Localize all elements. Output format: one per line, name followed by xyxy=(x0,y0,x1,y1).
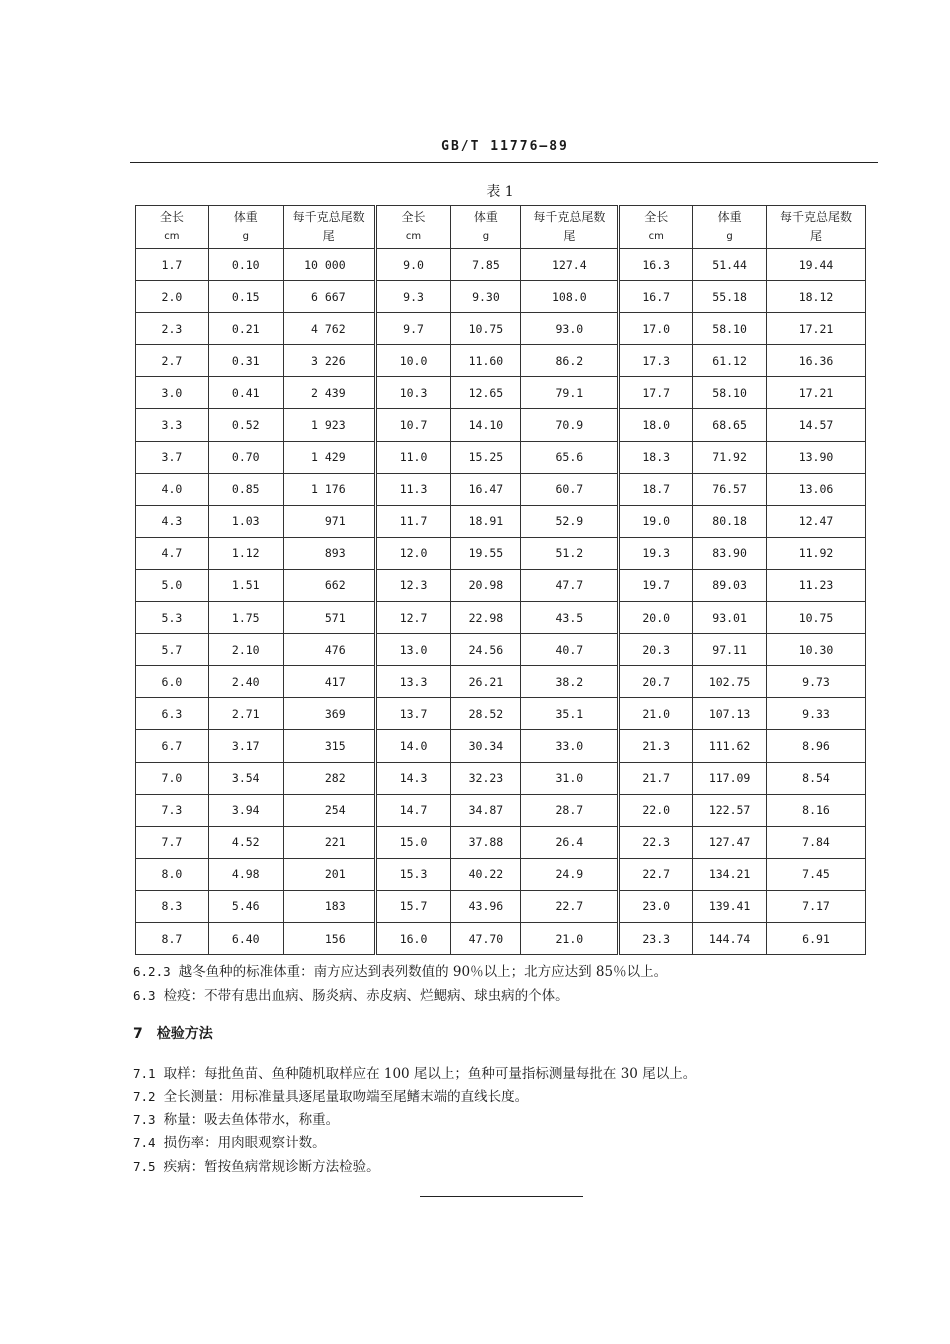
cell-count-3: 19.44 xyxy=(767,249,866,281)
table-row xyxy=(136,345,866,377)
cell-weight-1: 0.52 xyxy=(208,409,283,441)
table-row xyxy=(136,441,866,473)
table-row xyxy=(136,762,866,794)
cell-weight-2: 37.88 xyxy=(451,826,521,858)
cell-weight-2: 47.70 xyxy=(451,922,521,954)
cell-weight-3: 83.90 xyxy=(693,537,767,569)
cell-count-1: 971 xyxy=(283,505,375,537)
cell-length-3: 16.7 xyxy=(619,281,693,313)
cell-weight-1: 0.21 xyxy=(208,313,283,345)
cell-count-3: 8.54 xyxy=(767,762,866,794)
cell-count-1: 1 429 xyxy=(283,441,375,473)
cell-count-3: 16.36 xyxy=(767,345,866,377)
cell-length-3: 20.0 xyxy=(619,602,693,634)
cell-count-2: 33.0 xyxy=(521,730,619,762)
cell-weight-3: 80.18 xyxy=(693,505,767,537)
cell-length-1: 3.0 xyxy=(136,377,209,409)
cell-length-1: 1.7 xyxy=(136,249,209,281)
cell-length-2: 11.7 xyxy=(375,505,451,537)
cell-length-2: 10.3 xyxy=(375,377,451,409)
cell-length-3: 18.3 xyxy=(619,441,693,473)
cell-length-3: 22.7 xyxy=(619,858,693,890)
cell-length-2: 11.3 xyxy=(375,473,451,505)
cell-length-3: 23.0 xyxy=(619,890,693,922)
cell-length-1: 2.3 xyxy=(136,313,209,345)
cell-length-3: 17.7 xyxy=(619,377,693,409)
table-row xyxy=(136,409,866,441)
cell-weight-1: 3.94 xyxy=(208,794,283,826)
cell-length-1: 7.0 xyxy=(136,762,209,794)
cell-length-2: 10.7 xyxy=(375,409,451,441)
cell-count-3: 11.23 xyxy=(767,569,866,601)
cell-weight-3: 58.10 xyxy=(693,377,767,409)
cell-weight-3: 51.44 xyxy=(693,249,767,281)
cell-length-2: 15.0 xyxy=(375,826,451,858)
cell-weight-3: 107.13 xyxy=(693,698,767,730)
cell-weight-1: 0.31 xyxy=(208,345,283,377)
cell-weight-2: 34.87 xyxy=(451,794,521,826)
cell-weight-2: 9.30 xyxy=(451,281,521,313)
cell-count-1: 662 xyxy=(283,569,375,601)
cell-length-3: 17.0 xyxy=(619,313,693,345)
item-7-2: 7.2 全长测量：用标准量具逐尾量取吻端至尾鳍末端的直线长度。 xyxy=(133,1089,529,1105)
cell-weight-3: 76.57 xyxy=(693,473,767,505)
cell-weight-2: 22.98 xyxy=(451,602,521,634)
cell-length-3: 22.0 xyxy=(619,794,693,826)
cell-length-1: 2.0 xyxy=(136,281,209,313)
section-7-title: 7 检验方法 xyxy=(133,1026,213,1042)
cell-count-3: 13.06 xyxy=(767,473,866,505)
table-row xyxy=(136,698,866,730)
cell-weight-3: 55.18 xyxy=(693,281,767,313)
cell-count-2: 35.1 xyxy=(521,698,619,730)
cell-count-2: 51.2 xyxy=(521,537,619,569)
cell-count-2: 22.7 xyxy=(521,890,619,922)
cell-length-2: 12.3 xyxy=(375,569,451,601)
cell-length-2: 10.0 xyxy=(375,345,451,377)
table-body xyxy=(136,249,866,955)
cell-count-3: 18.12 xyxy=(767,281,866,313)
cell-weight-1: 2.40 xyxy=(208,666,283,698)
cell-length-1: 3.7 xyxy=(136,441,209,473)
cell-count-1: 10 000 xyxy=(283,249,375,281)
cell-count-1: 1 923 xyxy=(283,409,375,441)
cell-count-2: 79.1 xyxy=(521,377,619,409)
cell-length-1: 2.7 xyxy=(136,345,209,377)
cell-weight-1: 0.10 xyxy=(208,249,283,281)
cell-length-1: 6.0 xyxy=(136,666,209,698)
cell-count-2: 108.0 xyxy=(521,281,619,313)
cell-length-2: 16.0 xyxy=(375,922,451,954)
cell-count-1: 183 xyxy=(283,890,375,922)
cell-length-2: 14.7 xyxy=(375,794,451,826)
table-row xyxy=(136,569,866,601)
item-7-1: 7.1 取样：每批鱼苗、鱼种随机取样应在 100 尾以上；鱼种可量指标测量每批在 30 尾以上。 xyxy=(133,1066,697,1082)
cell-weight-2: 28.52 xyxy=(451,698,521,730)
table-row xyxy=(136,473,866,505)
table-row xyxy=(136,666,866,698)
cell-weight-2: 19.55 xyxy=(451,537,521,569)
cell-length-1: 7.7 xyxy=(136,826,209,858)
cell-length-2: 9.3 xyxy=(375,281,451,313)
table-row xyxy=(136,794,866,826)
cell-weight-1: 6.40 xyxy=(208,922,283,954)
table-row xyxy=(136,858,866,890)
paragraph-6-2-3: 6.2.3 越冬鱼种的标准体重：南方应达到表列数值的 90％以上；北方应达到 85％以上。 xyxy=(133,964,668,980)
cell-length-3: 16.3 xyxy=(619,249,693,281)
cell-weight-2: 11.60 xyxy=(451,345,521,377)
item-7-3: 7.3 称量：吸去鱼体带水，称重。 xyxy=(133,1112,340,1128)
cell-length-1: 4.3 xyxy=(136,505,209,537)
cell-count-1: 315 xyxy=(283,730,375,762)
cell-count-1: 2 439 xyxy=(283,377,375,409)
cell-weight-3: 117.09 xyxy=(693,762,767,794)
cell-count-2: 70.9 xyxy=(521,409,619,441)
cell-count-3: 7.17 xyxy=(767,890,866,922)
cell-count-1: 254 xyxy=(283,794,375,826)
table-row xyxy=(136,537,866,569)
header-weight-2: 体重 g xyxy=(451,206,521,249)
cell-length-1: 7.3 xyxy=(136,794,209,826)
cell-count-2: 21.0 xyxy=(521,922,619,954)
cell-weight-3: 58.10 xyxy=(693,313,767,345)
cell-count-2: 60.7 xyxy=(521,473,619,505)
cell-weight-3: 139.41 xyxy=(693,890,767,922)
cell-weight-2: 26.21 xyxy=(451,666,521,698)
cell-length-3: 21.0 xyxy=(619,698,693,730)
cell-count-2: 40.7 xyxy=(521,634,619,666)
cell-weight-2: 16.47 xyxy=(451,473,521,505)
cell-count-2: 43.5 xyxy=(521,602,619,634)
cell-weight-2: 30.34 xyxy=(451,730,521,762)
item-7-5: 7.5 疾病：暂按鱼病常规诊断方法检验。 xyxy=(133,1159,380,1175)
cell-count-2: 31.0 xyxy=(521,762,619,794)
item-7-4: 7.4 损伤率：用肉眼观察计数。 xyxy=(133,1135,326,1151)
cell-length-1: 5.7 xyxy=(136,634,209,666)
cell-length-3: 20.3 xyxy=(619,634,693,666)
cell-length-2: 14.0 xyxy=(375,730,451,762)
cell-length-3: 18.7 xyxy=(619,473,693,505)
cell-count-1: 476 xyxy=(283,634,375,666)
cell-count-3: 10.30 xyxy=(767,634,866,666)
cell-count-1: 282 xyxy=(283,762,375,794)
cell-weight-1: 3.54 xyxy=(208,762,283,794)
cell-count-3: 12.47 xyxy=(767,505,866,537)
cell-count-3: 13.90 xyxy=(767,441,866,473)
cell-count-2: 65.6 xyxy=(521,441,619,473)
cell-length-1: 6.3 xyxy=(136,698,209,730)
cell-count-1: 156 xyxy=(283,922,375,954)
cell-length-1: 8.0 xyxy=(136,858,209,890)
cell-count-2: 26.4 xyxy=(521,826,619,858)
cell-count-1: 369 xyxy=(283,698,375,730)
cell-count-1: 571 xyxy=(283,602,375,634)
header-length-2: 全长 cm xyxy=(375,206,451,249)
cell-count-3: 8.96 xyxy=(767,730,866,762)
table-header-row xyxy=(136,206,866,249)
cell-weight-3: 111.62 xyxy=(693,730,767,762)
cell-count-2: 38.2 xyxy=(521,666,619,698)
cell-length-1: 4.7 xyxy=(136,537,209,569)
cell-length-2: 13.7 xyxy=(375,698,451,730)
cell-length-2: 12.0 xyxy=(375,537,451,569)
cell-length-2: 13.0 xyxy=(375,634,451,666)
table-row xyxy=(136,826,866,858)
table-row xyxy=(136,634,866,666)
cell-count-1: 3 226 xyxy=(283,345,375,377)
cell-weight-2: 14.10 xyxy=(451,409,521,441)
cell-count-1: 4 762 xyxy=(283,313,375,345)
table-row xyxy=(136,602,866,634)
cell-length-2: 12.7 xyxy=(375,602,451,634)
cell-count-2: 93.0 xyxy=(521,313,619,345)
header-weight-1: 体重 g xyxy=(208,206,283,249)
cell-length-2: 11.0 xyxy=(375,441,451,473)
table-row xyxy=(136,505,866,537)
cell-weight-3: 89.03 xyxy=(693,569,767,601)
cell-weight-1: 1.03 xyxy=(208,505,283,537)
cell-length-3: 17.3 xyxy=(619,345,693,377)
cell-count-3: 10.75 xyxy=(767,602,866,634)
cell-weight-3: 122.57 xyxy=(693,794,767,826)
cell-count-1: 221 xyxy=(283,826,375,858)
cell-count-3: 9.73 xyxy=(767,666,866,698)
paragraph-6-3: 6.3 检疫：不带有患出血病、肠炎病、赤皮病、烂鳃病、球虫病的个体。 xyxy=(133,988,569,1004)
cell-length-2: 13.3 xyxy=(375,666,451,698)
cell-length-3: 20.7 xyxy=(619,666,693,698)
cell-weight-3: 68.65 xyxy=(693,409,767,441)
cell-weight-1: 0.70 xyxy=(208,441,283,473)
cell-length-3: 23.3 xyxy=(619,922,693,954)
header-count-1: 每千克总尾数 尾 xyxy=(283,206,375,249)
cell-length-3: 18.0 xyxy=(619,409,693,441)
cell-count-3: 9.33 xyxy=(767,698,866,730)
cell-weight-2: 24.56 xyxy=(451,634,521,666)
cell-count-3: 7.45 xyxy=(767,858,866,890)
cell-length-3: 22.3 xyxy=(619,826,693,858)
cell-weight-3: 93.01 xyxy=(693,602,767,634)
header-length-3: 全长 cm xyxy=(619,206,693,249)
cell-length-1: 4.0 xyxy=(136,473,209,505)
cell-weight-1: 0.41 xyxy=(208,377,283,409)
end-divider xyxy=(420,1196,583,1197)
cell-count-3: 7.84 xyxy=(767,826,866,858)
table-row xyxy=(136,377,866,409)
cell-count-2: 52.9 xyxy=(521,505,619,537)
cell-count-3: 11.92 xyxy=(767,537,866,569)
cell-weight-1: 1.12 xyxy=(208,537,283,569)
standard-code-header: GB/T 11776—89 xyxy=(441,139,569,154)
cell-count-3: 17.21 xyxy=(767,377,866,409)
cell-weight-1: 2.10 xyxy=(208,634,283,666)
cell-weight-3: 127.47 xyxy=(693,826,767,858)
cell-weight-1: 5.46 xyxy=(208,890,283,922)
cell-length-2: 9.7 xyxy=(375,313,451,345)
cell-weight-2: 18.91 xyxy=(451,505,521,537)
cell-count-3: 6.91 xyxy=(767,922,866,954)
cell-weight-2: 15.25 xyxy=(451,441,521,473)
cell-weight-1: 0.85 xyxy=(208,473,283,505)
cell-count-2: 47.7 xyxy=(521,569,619,601)
table-row xyxy=(136,922,866,954)
cell-weight-2: 10.75 xyxy=(451,313,521,345)
cell-count-1: 6 667 xyxy=(283,281,375,313)
cell-length-2: 9.0 xyxy=(375,249,451,281)
cell-weight-1: 0.15 xyxy=(208,281,283,313)
cell-count-1: 893 xyxy=(283,537,375,569)
cell-weight-2: 20.98 xyxy=(451,569,521,601)
cell-length-1: 3.3 xyxy=(136,409,209,441)
cell-weight-3: 97.11 xyxy=(693,634,767,666)
table-caption: 表 1 xyxy=(486,184,514,200)
cell-length-1: 8.3 xyxy=(136,890,209,922)
cell-count-2: 24.9 xyxy=(521,858,619,890)
cell-weight-3: 61.12 xyxy=(693,345,767,377)
cell-weight-1: 3.17 xyxy=(208,730,283,762)
cell-count-1: 201 xyxy=(283,858,375,890)
cell-length-3: 19.0 xyxy=(619,505,693,537)
cell-weight-2: 7.85 xyxy=(451,249,521,281)
cell-count-1: 1 176 xyxy=(283,473,375,505)
cell-weight-3: 102.75 xyxy=(693,666,767,698)
cell-weight-2: 32.23 xyxy=(451,762,521,794)
cell-count-3: 8.16 xyxy=(767,794,866,826)
cell-length-3: 19.7 xyxy=(619,569,693,601)
cell-weight-3: 71.92 xyxy=(693,441,767,473)
cell-weight-2: 43.96 xyxy=(451,890,521,922)
cell-length-1: 6.7 xyxy=(136,730,209,762)
cell-weight-1: 4.52 xyxy=(208,826,283,858)
cell-weight-3: 134.21 xyxy=(693,858,767,890)
cell-count-3: 17.21 xyxy=(767,313,866,345)
header-length-1: 全长 cm xyxy=(136,206,209,249)
cell-length-3: 21.3 xyxy=(619,730,693,762)
cell-length-2: 14.3 xyxy=(375,762,451,794)
table-row xyxy=(136,313,866,345)
cell-weight-2: 12.65 xyxy=(451,377,521,409)
cell-length-1: 8.7 xyxy=(136,922,209,954)
header-weight-3: 体重 g xyxy=(693,206,767,249)
cell-length-1: 5.3 xyxy=(136,602,209,634)
cell-count-3: 14.57 xyxy=(767,409,866,441)
table-row xyxy=(136,890,866,922)
cell-weight-1: 1.75 xyxy=(208,602,283,634)
cell-length-3: 19.3 xyxy=(619,537,693,569)
cell-count-2: 127.4 xyxy=(521,249,619,281)
cell-length-2: 15.3 xyxy=(375,858,451,890)
cell-weight-2: 40.22 xyxy=(451,858,521,890)
header-count-3: 每千克总尾数 尾 xyxy=(767,206,866,249)
cell-count-1: 417 xyxy=(283,666,375,698)
cell-length-3: 21.7 xyxy=(619,762,693,794)
table-row xyxy=(136,249,866,281)
table-row xyxy=(136,730,866,762)
header-count-2: 每千克总尾数 尾 xyxy=(521,206,619,249)
cell-length-1: 5.0 xyxy=(136,569,209,601)
cell-count-2: 86.2 xyxy=(521,345,619,377)
fish-weight-table xyxy=(135,205,866,955)
cell-weight-3: 144.74 xyxy=(693,922,767,954)
cell-weight-1: 1.51 xyxy=(208,569,283,601)
cell-weight-1: 4.98 xyxy=(208,858,283,890)
cell-weight-1: 2.71 xyxy=(208,698,283,730)
table-row xyxy=(136,281,866,313)
cell-count-2: 28.7 xyxy=(521,794,619,826)
header-divider xyxy=(130,162,878,163)
cell-length-2: 15.7 xyxy=(375,890,451,922)
